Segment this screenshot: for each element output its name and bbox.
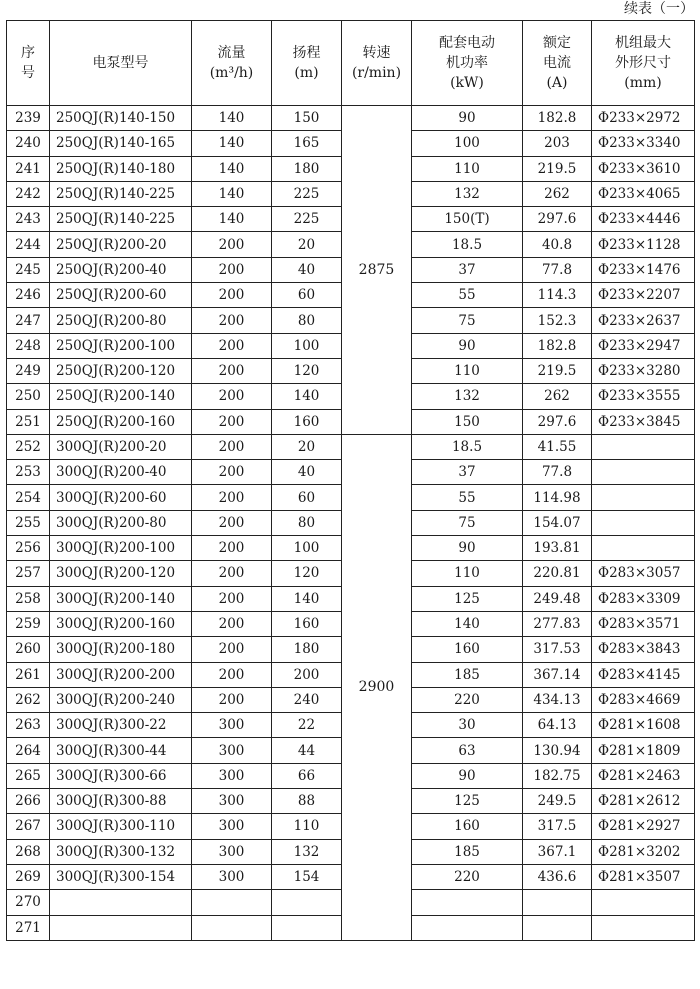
cell-flow: 300 bbox=[192, 814, 272, 839]
cell-current: 130.94 bbox=[523, 738, 592, 763]
cell-flow: 300 bbox=[192, 738, 272, 763]
cell-model: 300QJ(R)200-40 bbox=[50, 460, 192, 485]
cell-head: 225 bbox=[272, 207, 342, 232]
cell-current: 77.8 bbox=[523, 460, 592, 485]
cell-no: 260 bbox=[7, 637, 50, 662]
cell-flow: 200 bbox=[192, 257, 272, 282]
cell-current: 219.5 bbox=[523, 358, 592, 383]
cell-model: 250QJ(R)140-225 bbox=[50, 181, 192, 206]
cell-flow: 200 bbox=[192, 283, 272, 308]
cell-head: 120 bbox=[272, 561, 342, 586]
cell-size: Φ281×2612 bbox=[592, 789, 695, 814]
cell-no: 252 bbox=[7, 434, 50, 459]
cell-current: 297.6 bbox=[523, 207, 592, 232]
cell-power: 160 bbox=[412, 814, 523, 839]
cell-head: 60 bbox=[272, 283, 342, 308]
cell-power: 37 bbox=[412, 257, 523, 282]
cell-size bbox=[592, 434, 695, 459]
cell-power: 150(T) bbox=[412, 207, 523, 232]
cell-no: 248 bbox=[7, 333, 50, 358]
cell-head: 20 bbox=[272, 232, 342, 257]
pump-spec-table bbox=[6, 20, 695, 941]
cell-model: 250QJ(R)200-20 bbox=[50, 232, 192, 257]
cell-flow: 200 bbox=[192, 485, 272, 510]
cell-power: 18.5 bbox=[412, 434, 523, 459]
cell-head: 120 bbox=[272, 358, 342, 383]
cell-model: 300QJ(R)200-180 bbox=[50, 637, 192, 662]
cell-head: 160 bbox=[272, 409, 342, 434]
cell-flow: 300 bbox=[192, 839, 272, 864]
cell-flow: 140 bbox=[192, 106, 272, 131]
cell-current: 114.98 bbox=[523, 485, 592, 510]
cell-power: 125 bbox=[412, 586, 523, 611]
cell-model: 300QJ(R)300-66 bbox=[50, 763, 192, 788]
cell-no: 263 bbox=[7, 713, 50, 738]
cell-head: 225 bbox=[272, 181, 342, 206]
cell-flow bbox=[192, 890, 272, 915]
cell-no: 254 bbox=[7, 485, 50, 510]
cell-model: 300QJ(R)300-88 bbox=[50, 789, 192, 814]
cell-size: Φ281×1608 bbox=[592, 713, 695, 738]
cell-no: 268 bbox=[7, 839, 50, 864]
cell-head: 100 bbox=[272, 333, 342, 358]
cell-power: 90 bbox=[412, 763, 523, 788]
cell-current: 182.8 bbox=[523, 333, 592, 358]
cell-current: 114.3 bbox=[523, 283, 592, 308]
cell-model: 300QJ(R)200-200 bbox=[50, 662, 192, 687]
header-no: 序 号 bbox=[7, 21, 50, 106]
cell-model: 300QJ(R)200-160 bbox=[50, 611, 192, 636]
cell-model: 250QJ(R)200-160 bbox=[50, 409, 192, 434]
cell-model: 250QJ(R)140-180 bbox=[50, 156, 192, 181]
cell-current: 317.5 bbox=[523, 814, 592, 839]
cell-power: 90 bbox=[412, 536, 523, 561]
cell-current: 434.13 bbox=[523, 687, 592, 712]
cell-current: 220.81 bbox=[523, 561, 592, 586]
cell-current: 203 bbox=[523, 131, 592, 156]
cell-model: 300QJ(R)200-60 bbox=[50, 485, 192, 510]
header-row bbox=[7, 21, 695, 106]
cell-size: Φ283×3843 bbox=[592, 637, 695, 662]
cell-flow: 300 bbox=[192, 763, 272, 788]
cell-flow: 140 bbox=[192, 156, 272, 181]
cell-flow: 200 bbox=[192, 409, 272, 434]
cell-power: 185 bbox=[412, 839, 523, 864]
cell-model: 300QJ(R)200-80 bbox=[50, 510, 192, 535]
cell-head bbox=[272, 890, 342, 915]
cell-head: 110 bbox=[272, 814, 342, 839]
table-row bbox=[7, 106, 695, 131]
cell-power: 110 bbox=[412, 156, 523, 181]
cell-no: 270 bbox=[7, 890, 50, 915]
cell-flow: 200 bbox=[192, 510, 272, 535]
cell-head: 60 bbox=[272, 485, 342, 510]
cell-model: 300QJ(R)200-20 bbox=[50, 434, 192, 459]
cell-model: 250QJ(R)200-120 bbox=[50, 358, 192, 383]
cell-power: 18.5 bbox=[412, 232, 523, 257]
cell-flow: 200 bbox=[192, 434, 272, 459]
cell-model: 250QJ(R)200-60 bbox=[50, 283, 192, 308]
cell-model: 250QJ(R)200-80 bbox=[50, 308, 192, 333]
cell-model: 250QJ(R)140-225 bbox=[50, 207, 192, 232]
cell-head: 154 bbox=[272, 864, 342, 889]
cell-power: 132 bbox=[412, 384, 523, 409]
cell-current: 367.1 bbox=[523, 839, 592, 864]
cell-flow: 200 bbox=[192, 637, 272, 662]
cell-flow: 200 bbox=[192, 384, 272, 409]
cell-current: 193.81 bbox=[523, 536, 592, 561]
cell-current: 262 bbox=[523, 384, 592, 409]
cell-size: Φ233×1476 bbox=[592, 257, 695, 282]
cell-current: 40.8 bbox=[523, 232, 592, 257]
table-row bbox=[7, 434, 695, 459]
cell-power: 132 bbox=[412, 181, 523, 206]
cell-current: 249.5 bbox=[523, 789, 592, 814]
header-size: 机组最大 外形尺寸 (mm) bbox=[592, 21, 695, 106]
cell-size: Φ233×3845 bbox=[592, 409, 695, 434]
cell-model: 300QJ(R)200-240 bbox=[50, 687, 192, 712]
cell-size: Φ233×3340 bbox=[592, 131, 695, 156]
cell-no: 240 bbox=[7, 131, 50, 156]
cell-size: Φ283×3057 bbox=[592, 561, 695, 586]
cell-size bbox=[592, 510, 695, 535]
cell-flow: 300 bbox=[192, 789, 272, 814]
cell-size: Φ281×3507 bbox=[592, 864, 695, 889]
cell-flow: 200 bbox=[192, 687, 272, 712]
cell-no: 250 bbox=[7, 384, 50, 409]
cell-head: 80 bbox=[272, 308, 342, 333]
cell-no: 241 bbox=[7, 156, 50, 181]
cell-current: 297.6 bbox=[523, 409, 592, 434]
cell-no: 258 bbox=[7, 586, 50, 611]
cell-size: Φ281×2927 bbox=[592, 814, 695, 839]
cell-power: 37 bbox=[412, 460, 523, 485]
cell-current: 219.5 bbox=[523, 156, 592, 181]
cell-power: 220 bbox=[412, 864, 523, 889]
cell-head: 40 bbox=[272, 460, 342, 485]
cell-current: 277.83 bbox=[523, 611, 592, 636]
cell-head: 66 bbox=[272, 763, 342, 788]
table-continuation-caption: 续表（一） bbox=[624, 1, 694, 17]
cell-model: 300QJ(R)300-110 bbox=[50, 814, 192, 839]
cell-flow: 200 bbox=[192, 561, 272, 586]
header-power: 配套电动 机功率 (kW) bbox=[412, 21, 523, 106]
cell-no: 262 bbox=[7, 687, 50, 712]
cell-no: 257 bbox=[7, 561, 50, 586]
cell-no: 239 bbox=[7, 106, 50, 131]
cell-flow: 200 bbox=[192, 358, 272, 383]
cell-power: 150 bbox=[412, 409, 523, 434]
cell-size bbox=[592, 890, 695, 915]
cell-model: 250QJ(R)140-150 bbox=[50, 106, 192, 131]
cell-flow: 200 bbox=[192, 460, 272, 485]
cell-size bbox=[592, 536, 695, 561]
cell-head: 132 bbox=[272, 839, 342, 864]
cell-flow: 300 bbox=[192, 864, 272, 889]
cell-power bbox=[412, 890, 523, 915]
cell-head: 40 bbox=[272, 257, 342, 282]
cell-model: 250QJ(R)200-100 bbox=[50, 333, 192, 358]
header-model: 电泵型号 bbox=[50, 21, 192, 106]
cell-size bbox=[592, 485, 695, 510]
cell-no: 265 bbox=[7, 763, 50, 788]
cell-head: 180 bbox=[272, 637, 342, 662]
cell-flow: 140 bbox=[192, 131, 272, 156]
cell-power: 90 bbox=[412, 333, 523, 358]
cell-no: 255 bbox=[7, 510, 50, 535]
cell-head: 140 bbox=[272, 384, 342, 409]
cell-model: 300QJ(R)200-100 bbox=[50, 536, 192, 561]
cell-current: 182.8 bbox=[523, 106, 592, 131]
cell-size: Φ233×4065 bbox=[592, 181, 695, 206]
cell-current: 367.14 bbox=[523, 662, 592, 687]
cell-current: 152.3 bbox=[523, 308, 592, 333]
cell-power: 55 bbox=[412, 283, 523, 308]
cell-size: Φ233×3610 bbox=[592, 156, 695, 181]
cell-power: 125 bbox=[412, 789, 523, 814]
cell-current: 249.48 bbox=[523, 586, 592, 611]
cell-current: 317.53 bbox=[523, 637, 592, 662]
cell-no: 264 bbox=[7, 738, 50, 763]
cell-size: Φ281×2463 bbox=[592, 763, 695, 788]
cell-current: 154.07 bbox=[523, 510, 592, 535]
cell-flow: 200 bbox=[192, 662, 272, 687]
cell-flow: 140 bbox=[192, 207, 272, 232]
cell-no: 251 bbox=[7, 409, 50, 434]
cell-head bbox=[272, 915, 342, 940]
cell-no: 256 bbox=[7, 536, 50, 561]
cell-no: 243 bbox=[7, 207, 50, 232]
cell-size: Φ233×1128 bbox=[592, 232, 695, 257]
cell-power: 100 bbox=[412, 131, 523, 156]
cell-flow bbox=[192, 915, 272, 940]
cell-no: 246 bbox=[7, 283, 50, 308]
cell-model bbox=[50, 890, 192, 915]
cell-no: 269 bbox=[7, 864, 50, 889]
cell-flow: 200 bbox=[192, 308, 272, 333]
cell-head: 100 bbox=[272, 536, 342, 561]
cell-model: 300QJ(R)200-140 bbox=[50, 586, 192, 611]
cell-no: 247 bbox=[7, 308, 50, 333]
cell-flow: 200 bbox=[192, 586, 272, 611]
cell-head: 20 bbox=[272, 434, 342, 459]
cell-size: Φ283×4145 bbox=[592, 662, 695, 687]
header-head: 扬程 (m) bbox=[272, 21, 342, 106]
cell-flow: 140 bbox=[192, 181, 272, 206]
cell-flow: 200 bbox=[192, 232, 272, 257]
cell-head: 140 bbox=[272, 586, 342, 611]
cell-size: Φ283×3309 bbox=[592, 586, 695, 611]
cell-current bbox=[523, 915, 592, 940]
cell-no: 245 bbox=[7, 257, 50, 282]
cell-head: 160 bbox=[272, 611, 342, 636]
cell-head: 165 bbox=[272, 131, 342, 156]
cell-power: 75 bbox=[412, 308, 523, 333]
cell-head: 22 bbox=[272, 713, 342, 738]
cell-power: 185 bbox=[412, 662, 523, 687]
cell-size: Φ283×4669 bbox=[592, 687, 695, 712]
cell-current bbox=[523, 890, 592, 915]
cell-power: 220 bbox=[412, 687, 523, 712]
cell-head: 80 bbox=[272, 510, 342, 535]
cell-head: 44 bbox=[272, 738, 342, 763]
cell-no: 267 bbox=[7, 814, 50, 839]
cell-power: 55 bbox=[412, 485, 523, 510]
cell-model: 300QJ(R)200-120 bbox=[50, 561, 192, 586]
cell-model: 250QJ(R)200-40 bbox=[50, 257, 192, 282]
cell-size: Φ233×2972 bbox=[592, 106, 695, 131]
cell-speed-group: 2900 bbox=[342, 434, 412, 940]
cell-current: 262 bbox=[523, 181, 592, 206]
cell-size bbox=[592, 915, 695, 940]
cell-no: 253 bbox=[7, 460, 50, 485]
cell-head: 88 bbox=[272, 789, 342, 814]
cell-power: 110 bbox=[412, 561, 523, 586]
cell-head: 180 bbox=[272, 156, 342, 181]
cell-current: 77.8 bbox=[523, 257, 592, 282]
cell-power: 75 bbox=[412, 510, 523, 535]
header-flow: 流量 (m³/h) bbox=[192, 21, 272, 106]
cell-size: Φ281×3202 bbox=[592, 839, 695, 864]
cell-size bbox=[592, 460, 695, 485]
cell-current: 436.6 bbox=[523, 864, 592, 889]
cell-flow: 300 bbox=[192, 713, 272, 738]
cell-power: 90 bbox=[412, 106, 523, 131]
cell-model bbox=[50, 915, 192, 940]
cell-flow: 200 bbox=[192, 333, 272, 358]
cell-no: 261 bbox=[7, 662, 50, 687]
table-body bbox=[7, 106, 695, 941]
cell-size: Φ233×2207 bbox=[592, 283, 695, 308]
cell-flow: 200 bbox=[192, 536, 272, 561]
cell-speed-group: 2875 bbox=[342, 106, 412, 435]
cell-model: 300QJ(R)300-22 bbox=[50, 713, 192, 738]
cell-no: 249 bbox=[7, 358, 50, 383]
cell-size: Φ233×3555 bbox=[592, 384, 695, 409]
cell-power bbox=[412, 915, 523, 940]
cell-model: 250QJ(R)200-140 bbox=[50, 384, 192, 409]
cell-model: 250QJ(R)140-165 bbox=[50, 131, 192, 156]
cell-no: 266 bbox=[7, 789, 50, 814]
cell-no: 259 bbox=[7, 611, 50, 636]
cell-flow: 200 bbox=[192, 611, 272, 636]
cell-current: 64.13 bbox=[523, 713, 592, 738]
cell-head: 150 bbox=[272, 106, 342, 131]
cell-size: Φ233×2637 bbox=[592, 308, 695, 333]
cell-size: Φ283×3571 bbox=[592, 611, 695, 636]
header-speed: 转速 (r/min) bbox=[342, 21, 412, 106]
cell-power: 140 bbox=[412, 611, 523, 636]
cell-power: 63 bbox=[412, 738, 523, 763]
cell-model: 300QJ(R)300-132 bbox=[50, 839, 192, 864]
cell-no: 242 bbox=[7, 181, 50, 206]
cell-model: 300QJ(R)300-44 bbox=[50, 738, 192, 763]
cell-power: 30 bbox=[412, 713, 523, 738]
cell-size: Φ233×2947 bbox=[592, 333, 695, 358]
cell-current: 41.55 bbox=[523, 434, 592, 459]
cell-no: 271 bbox=[7, 915, 50, 940]
cell-power: 160 bbox=[412, 637, 523, 662]
cell-head: 200 bbox=[272, 662, 342, 687]
cell-size: Φ233×4446 bbox=[592, 207, 695, 232]
cell-size: Φ281×1809 bbox=[592, 738, 695, 763]
cell-no: 244 bbox=[7, 232, 50, 257]
cell-size: Φ233×3280 bbox=[592, 358, 695, 383]
cell-current: 182.75 bbox=[523, 763, 592, 788]
header-current: 额定 电流 (A) bbox=[523, 21, 592, 106]
cell-model: 300QJ(R)300-154 bbox=[50, 864, 192, 889]
cell-head: 240 bbox=[272, 687, 342, 712]
cell-power: 110 bbox=[412, 358, 523, 383]
